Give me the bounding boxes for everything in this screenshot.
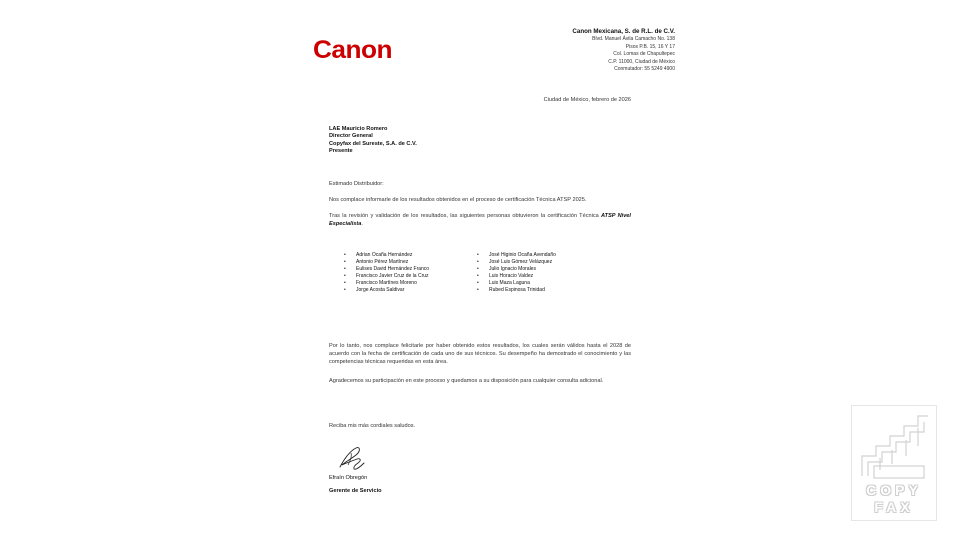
- technicians-list-right: [477, 252, 556, 293]
- review-paragraph: [329, 212, 631, 228]
- list-item: • Eulises David Hernández Franco: [344, 266, 429, 273]
- address-line: Conmutador: 55 5249 4900: [614, 66, 675, 73]
- copyfax-text-fax: FAX: [874, 499, 914, 515]
- list-item: • José Luis Gómez Velázquez: [477, 259, 556, 266]
- list-item: • Luis Horacio Valdez: [477, 273, 556, 280]
- company-header: [572, 28, 675, 74]
- list-item: • Luis Maza Laguna: [477, 280, 556, 287]
- recipient-line: Director General: [329, 133, 373, 140]
- signature-block: [329, 472, 382, 498]
- copyfax-pages-icon: [852, 406, 936, 484]
- address-line: Col. Lomas de Chapultepec: [613, 51, 675, 58]
- list-item: • Antonio Pérez Martínez: [344, 259, 429, 266]
- signer-title: Gerente de Servicio: [329, 488, 382, 494]
- signature-image: [336, 445, 370, 473]
- review-text: Tras la revisión y validación de los resultados, las siguientes personas obtuvieron la certificación Técnica: [329, 213, 602, 219]
- address-line: Pisos P.B. 15, 16 Y 17: [625, 43, 675, 50]
- list-item: • Adrian Ocaña Hernández: [344, 252, 429, 259]
- address-line: C.P. 11000, Ciudad de México: [608, 58, 675, 65]
- signer-name: Efraín Obregón: [329, 475, 368, 481]
- thanks-paragraph: Agradecemos su participación en este proceso y quedamos a su disposición para cualquier consulta adicional.: [329, 378, 604, 384]
- list-item: • Jorge Acosta Saldivar: [344, 287, 429, 294]
- copyfax-text-copy: COPY: [866, 482, 922, 498]
- intro-paragraph: Nos complace informarle de los resultados obtenidos en el proceso de certificación Técnica ATSP 2025.: [329, 197, 587, 203]
- letter-date: Ciudad de México, febrero de 2026: [543, 97, 631, 103]
- list-item: • José Higinio Ocaña Avendaño: [477, 252, 556, 259]
- recipient-line: LAE Mauricio Romero: [329, 126, 388, 132]
- list-item: • Francisco Javier Cruz de la Cruz: [344, 273, 429, 280]
- technicians-list-left: [344, 252, 429, 293]
- list-item: • Francisco Martínes Moreno: [344, 280, 429, 287]
- recipient-line: Copyfax del Sureste, S.A. de C.V.: [329, 140, 417, 147]
- canon-logo: Canon: [313, 36, 393, 64]
- closing-paragraph: Por lo tanto, nos complace felicitarle por haber obtenido estos resultados, los cuales serán válidos hasta el 2028 de acuerdo con la fecha de certificación de cada uno de sus técnicos. Su desempeño ha demostrado el conocimiento y las competencias técnicas requeridas en esta área.: [329, 343, 631, 365]
- certification-level: ATSP Nivel Especialista: [329, 213, 631, 227]
- copyfax-watermark: [851, 405, 937, 521]
- review-suffix: .: [361, 221, 363, 227]
- address-line: Blvd. Manuel Ávila Camacho No. 138: [592, 36, 675, 42]
- recipient-block: [329, 126, 417, 156]
- greeting: Estimado Distribuidor:: [329, 181, 384, 187]
- farewell: Reciba mis más cordiales saludos.: [329, 423, 416, 429]
- list-item: • Rubed Espinosa Trinidad: [477, 287, 556, 294]
- recipient-line: Presente: [329, 148, 353, 155]
- list-item: • Julio Ignacio Morales: [477, 266, 556, 273]
- company-name: Canon Mexicana, S. de R.L. de C.V.: [572, 28, 675, 35]
